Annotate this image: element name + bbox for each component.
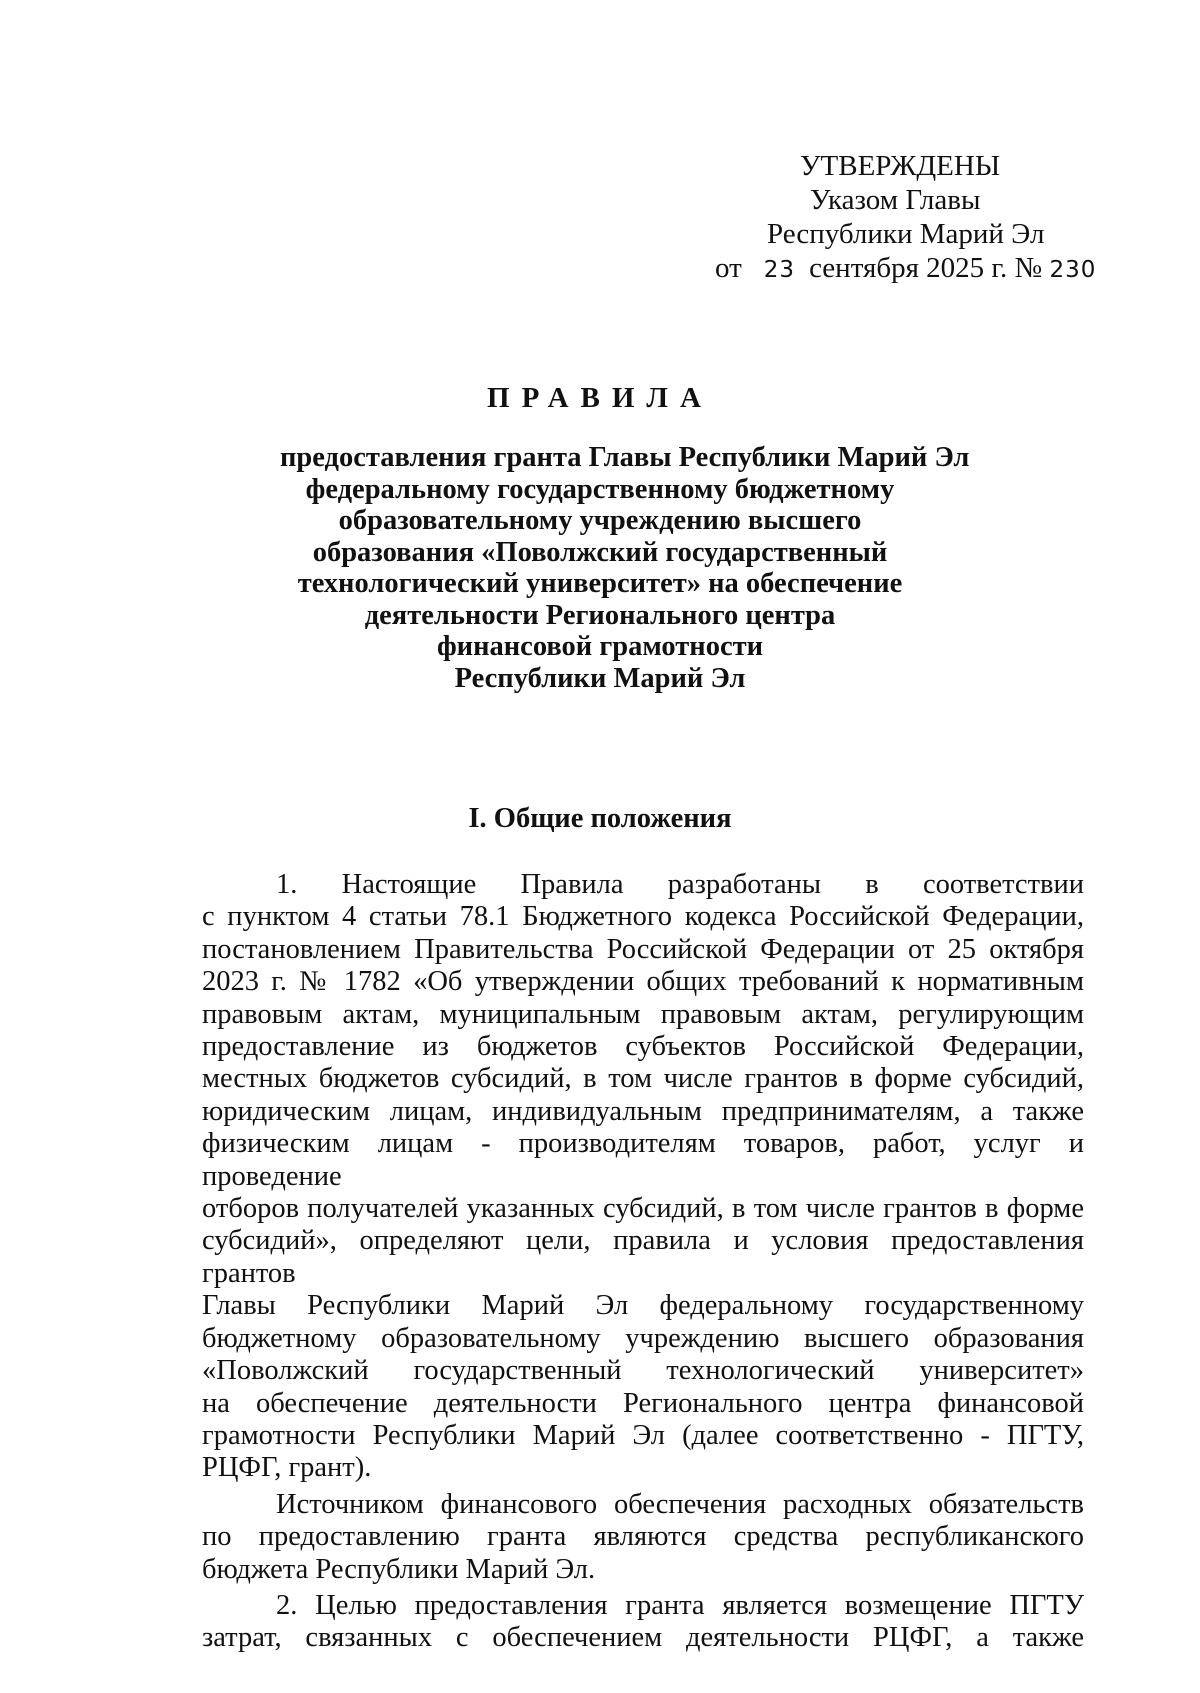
document-subtitle [280,442,970,694]
paragraph-line: 1. Настоящие Правила разработаны в соответствии [276,869,1084,900]
paragraph-line: физическим лицам - производителям товаров, работ, услуг и проведение [202,1128,1084,1192]
date-text: сентября 2025 г. № [809,252,1043,284]
approval-republic-line: Республики Марий Эл [767,218,1045,250]
document-title: ПРАВИЛА [487,382,713,414]
approval-heading: УТВЕРЖДЕНЫ [800,150,1001,182]
paragraph-line: 2023 г. № 1782 «Об утверждении общих требований к нормативным [202,966,1084,998]
paragraph-line: предоставление из бюджетов субъектов Российской Федерации, [202,1031,1084,1063]
subtitle-line: финансовой грамотности [436,631,764,662]
paragraph-line: юридическим лицам, индивидуальным предпринимателям, а также [202,1095,1084,1127]
approval-stamp [690,149,1110,287]
paragraph-line: Источником финансового обеспечения расходных обязательств [276,1488,1084,1520]
decree-number: 230 [1049,257,1097,283]
paragraph-line: Главы Республики Марий Эл федеральному государственному [202,1290,1084,1322]
paragraph-line: на обеспечение деятельности Регионального центра финансовой [202,1387,1084,1419]
paragraph-line: с пунктом 4 статьи 78.1 Бюджетного кодекса Российской Федерации, [202,901,1084,933]
paragraph-line: по предоставлению гранта являются средства республиканского [202,1521,1084,1553]
document-body [202,869,1084,1655]
subtitle-line: технологический университет» на обеспечение [297,568,903,599]
paragraph-line: затрат, связанных с обеспечением деятельности РЦФГ, а также [202,1622,1084,1654]
paragraph-line: правовым актам, муниципальным правовым актам, регулирующим [202,998,1084,1030]
approval-decree-line: Указом Главы [810,184,981,216]
paragraph-line: субсидий», определяют цели, правила и условия предоставления грантов [202,1225,1084,1289]
subtitle-line: деятельности Регионального центра [364,599,836,631]
subtitle-line: Республики Марий Эл [454,662,746,694]
paragraph-line: постановлением Правительства Российской Федерации от 25 октября [202,933,1084,965]
paragraph-line: «Поволжский государственный технологический университет» [202,1355,1084,1387]
paragraph-line: грамотности Республики Марий Эл (далее соответственно - ПГТУ, [202,1419,1084,1451]
subtitle-line: образовательному учреждению высшего [338,505,862,536]
subtitle-line: предоставления гранта Главы Республики Марий Эл [280,442,970,473]
paragraph-line: местных бюджетов субсидий, в том числе грантов в форме субсидий, [202,1063,1084,1095]
paragraph-line: отборов получателей указанных субсидий, в том числе грантов в форме [202,1193,1084,1225]
paragraph-line: бюджета Республики Марий Эл. [202,1553,596,1585]
subtitle-line: образования «Поволжский государственный [312,536,888,568]
approval-date-line [715,251,1110,287]
subtitle-line: федеральному государственному бюджетному [305,473,895,505]
paragraph-line: РЦФГ, грант). [202,1452,372,1484]
paragraph-line: бюджетному образовательному учреждению высшего образования [202,1322,1084,1354]
date-prefix: от [715,252,742,284]
date-day: 23 [763,257,796,283]
paragraph-line: 2. Целью предоставления гранта является возмещение ПГТУ [276,1589,1084,1621]
section-heading: I. Общие положения [468,803,732,834]
